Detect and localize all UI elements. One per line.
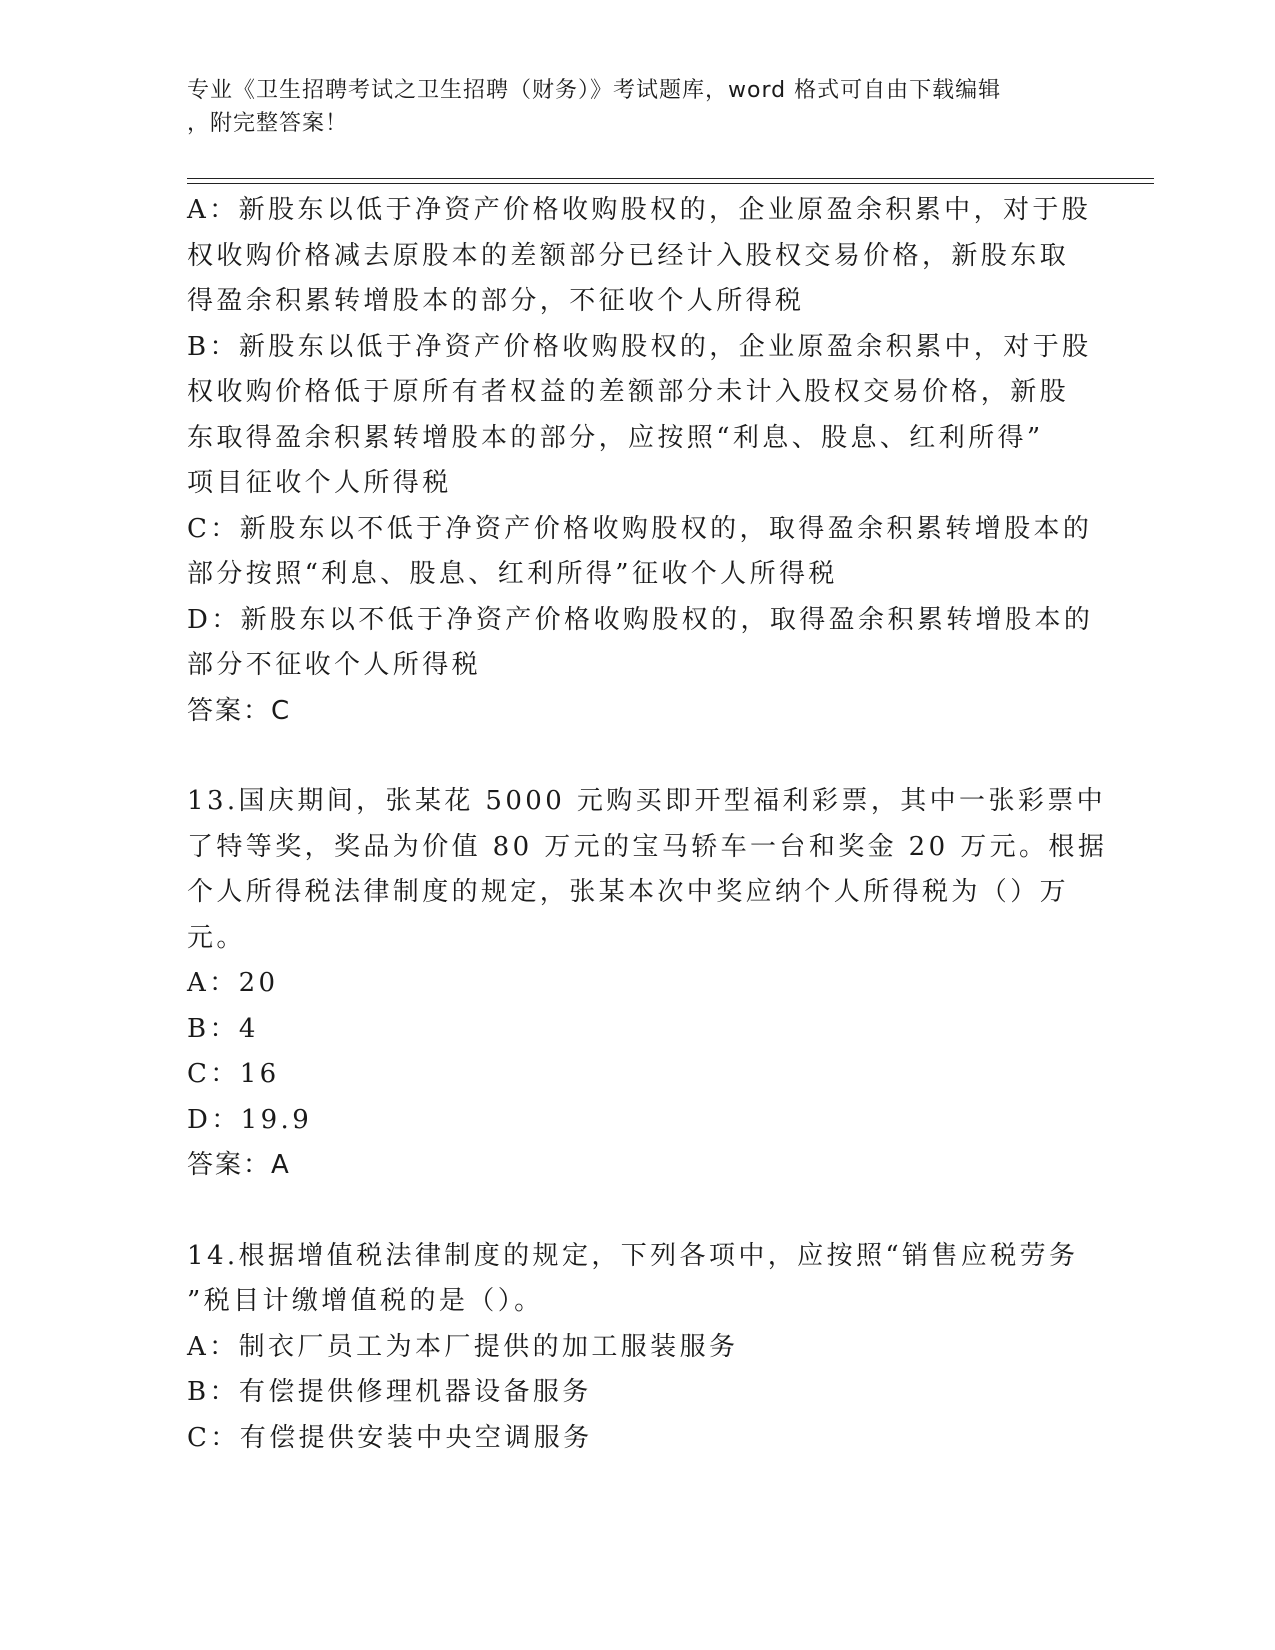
header-divider-top: [187, 178, 1154, 179]
q13-answer: 答案：A: [187, 1150, 291, 1180]
spacer: [187, 734, 1087, 779]
question-line: 元。: [187, 922, 246, 953]
q12-option-b: [187, 325, 1092, 507]
option-line: 权收购价格低于原所有者权益的差额部分未计入股权交易价格，新股: [187, 377, 1070, 407]
spacer: [187, 1189, 1087, 1234]
option-line: 部分不征收个人所得税: [187, 650, 482, 680]
option-line: 东取得盈余积累转增股本的部分，应按照“利息、股息、红利所得”: [187, 422, 1044, 453]
question-line: ”税目计缴增值税的是（）。: [187, 1286, 544, 1316]
q12-answer: 答案：C: [187, 695, 292, 726]
q12-option-d: [187, 598, 1094, 689]
option-line: 部分按照“利息、股息、红利所得”征收个人所得税: [187, 559, 838, 589]
header-divider-bottom: [187, 183, 1154, 184]
question-line: 个人所得税法律制度的规定，张某本次中奖应纳个人所得税为（）万: [187, 877, 1070, 907]
option-line: D：新股东以不低于净资产价格收购股权的，取得盈余积累转增股本的: [187, 604, 1094, 635]
header-line-1: 专业《卫生招聘考试之卫生招聘（财务）》考试题库，word 格式可自由下载编辑: [187, 78, 1002, 103]
option-line: 权收购价格减去原股本的差额部分已经计入股权交易价格，新股东取: [187, 240, 1070, 271]
q14-option-a: A：制衣厂员工为本厂提供的加工服装服务: [187, 1331, 739, 1362]
document-header: [187, 74, 1067, 140]
q13-question: [187, 779, 1108, 961]
q12-option-c: [187, 507, 1093, 598]
question-content: [187, 188, 1108, 1461]
option-line: B：新股东以低于净资产价格收购股权的，企业原盈余积累中，对于股: [187, 331, 1092, 362]
option-line: A：新股东以低于净资产价格收购股权的，企业原盈余积累中，对于股: [187, 195, 1092, 225]
q13-option-d: D：19.9: [187, 1104, 313, 1135]
q14-question: [187, 1234, 1087, 1325]
q13-option-b: B：4: [187, 1013, 259, 1044]
q13-option-a: A：20: [187, 968, 279, 998]
question-line: 了特等奖，奖品为价值 80 万元的宝马轿车一台和奖金 20 万元。根据: [187, 831, 1108, 862]
question-line: 14.根据增值税法律制度的规定，下列各项中，应按照“销售应税劳务: [187, 1240, 1079, 1271]
header-line-2: ，附完整答案！: [187, 111, 349, 136]
q14-option-b: B：有偿提供修理机器设备服务: [187, 1377, 592, 1407]
question-line: 13.国庆期间，张某花 5000 元购买即开型福利彩票，其中一张彩票中: [187, 786, 1107, 816]
q13-option-c: C：16: [187, 1059, 280, 1089]
option-line: C：新股东以不低于净资产价格收购股权的，取得盈余积累转增股本的: [187, 513, 1093, 544]
q14-option-c: C：有偿提供安装中央空调服务: [187, 1422, 593, 1453]
option-line: 得盈余积累转增股本的部分，不征收个人所得税: [187, 286, 805, 316]
option-line: 项目征收个人所得税: [187, 468, 452, 498]
q12-option-a: [187, 188, 1092, 325]
